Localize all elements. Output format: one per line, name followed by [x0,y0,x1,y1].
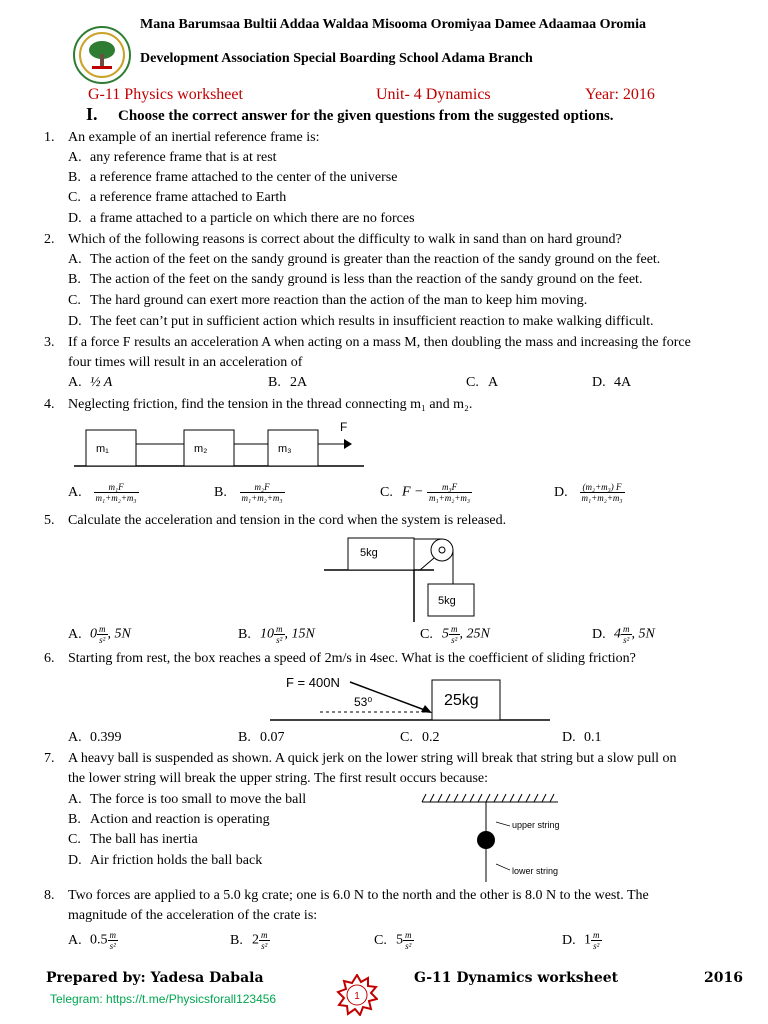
question-number: 7. [44,751,55,766]
force-value-label: F = 400N [286,675,340,690]
footer-year: 2016 [704,970,743,986]
block-m3-label: m₃ [278,443,292,455]
diagram-inclined-force [270,672,550,724]
section-number: I. [86,104,98,124]
header-line-2: Development Association Special Boarding School Adama Branch [140,51,533,66]
question-number: 6. [44,651,55,666]
prepared-by: Prepared by: Yadesa Dabala [46,970,264,986]
option-2d[interactable]: D. The feet can’t put in sufficient action which results in insufficient reaction to make walking difficult. [68,314,654,329]
option-3a[interactable]: A. ½ A [68,375,113,390]
option-4d[interactable]: D. $\frac{\text{(m₂+m₃) F}}{\text{m₁+m₂+m₃}}$ [554,482,623,503]
telegram-link[interactable]: Telegram: https://t.me/Physicsforall123456 [50,992,277,1006]
upper-string-label: upper string [512,820,560,830]
option-2a[interactable]: A. The action of the feet on the sandy ground is greater than the reaction of the sandy ground on the feet. [68,252,661,267]
mass-hang-label: 5kg [438,595,456,607]
year-label: Year: 2016 [585,86,655,103]
box-mass-label: 25kg [444,692,479,709]
footer-title: G-11 Dynamics worksheet [414,970,619,986]
option-8d[interactable]: D. 1 $\frac{m}{\text{s²}}$ [562,930,600,951]
block-m1-label: m₁ [96,443,109,455]
option-3d[interactable]: D. 4A [592,375,632,390]
option-1b[interactable]: B. a reference frame attached to the center of the universe [68,170,398,185]
header-line-1: Mana Barumsaa Bultii Addaa Waldaa Misooma Oromiyaa Damee Adaamaa Oromia [140,17,646,32]
option-1c[interactable]: C. a reference frame attached to Earth [68,190,287,205]
question-text: A heavy ball is suspended as shown. A quick jerk on the lower string will break that string but a slow pull on [68,751,677,766]
question-number: 5. [44,513,55,528]
option-8c[interactable]: C. 5 $\frac{m}{\text{s²}}$ [374,930,412,951]
diagram-hanging-ball [418,792,578,882]
option-8b[interactable]: B. 2 $\frac{m}{\text{s²}}$ [230,930,268,951]
question-number: 8. [44,888,55,903]
option-6a[interactable]: A. 0.399 [68,730,122,745]
option-4a[interactable]: A. $\frac{\text{m₁F}}{\text{m₁+m₂+m₃}}$ [68,482,137,503]
diagram-three-blocks [74,420,364,472]
option-5b[interactable]: B. 10 $\frac{m}{\text{s²}}$ , 15N [238,624,315,645]
question-number: 1. [44,130,55,145]
section-title: Choose the correct answer for the given questions from the suggested options. [118,108,614,124]
question-3-line-2: four times will result in an acceleration of [68,355,303,370]
option-7c[interactable]: C. The ball has inertia [68,832,198,847]
option-3c[interactable]: C. A [466,375,499,390]
option-2b[interactable]: B. The action of the feet on the sandy ground is less than the reaction of the sandy ground on the feet. [68,272,643,287]
option-4b[interactable]: B. $\frac{\text{m₂F}}{\text{m₁+m₂+m₃}}$ [214,482,283,503]
mass-top-label: 5kg [360,547,378,559]
option-4c[interactable]: C. F − $\frac{\text{m₃F}}{\text{m₁+m₂+m₃}}$ [380,482,471,503]
option-7a[interactable]: A. The force is too small to move the ball [68,792,307,807]
page-number-badge [336,974,378,1016]
option-3b[interactable]: B. 2A [268,375,308,390]
question-number: 2. [44,232,55,247]
question-text: Calculate the acceleration and tension in the cord when the system is released. [68,513,507,528]
question-text: Which of the following reasons is correct about the difficulty to walk in sand than on hard ground? [68,232,622,247]
page-number: 1 [354,991,360,1002]
school-logo [72,24,132,86]
question-7-line-2: the lower string will break the upper string. The first result occurs because: [68,771,489,786]
option-5c[interactable]: C. 5 $\frac{m}{\text{s²}}$ , 25N [420,624,490,645]
angle-label: 53⁰ [354,695,373,709]
option-6b[interactable]: B. 0.07 [238,730,285,745]
option-8a[interactable]: A. 0.5 $\frac{m}{\text{s²}}$ [68,930,116,951]
question-8-line-2: magnitude of the acceleration of the crate is: [68,908,318,923]
worksheet-label: G-11 Physics worksheet [88,86,243,103]
question-text: Two forces are applied to a 5.0 kg crate; one is 6.0 N to the north and the other is 8.0 N to the west. The [68,888,649,903]
option-6d[interactable]: D. 0.1 [562,730,602,745]
question-number: 4. [44,397,55,412]
force-label: F [340,420,348,434]
option-5a[interactable]: A. 0 $\frac{m}{\text{s²}}$ , 5N [68,624,131,645]
question-text: If a force F results an acceleration A when acting on a mass M, then doubling the mass and increasing the force [68,335,691,350]
question-text: An example of an inertial reference frame is: [68,130,320,145]
option-7d[interactable]: D. Air friction holds the ball back [68,853,263,868]
question-number: 3. [44,335,55,350]
option-7b[interactable]: B. Action and reaction is operating [68,812,270,827]
option-1a[interactable]: A. any reference frame that is at rest [68,150,277,165]
option-2c[interactable]: C. The hard ground can exert more reaction than the action of the man to keep him moving. [68,293,588,308]
option-5d[interactable]: D. 4 $\frac{m}{\text{s²}}$ , 5N [592,624,655,645]
unit-label: Unit- 4 Dynamics [376,86,491,103]
question-text: Neglecting friction, find the tension in the thread connecting m₁ and m₂. [68,397,473,412]
question-text: Starting from rest, the box reaches a speed of 2m/s in 4sec. What is the coefficient of sliding friction? [68,651,636,666]
lower-string-label: lower string [512,866,559,876]
option-6c[interactable]: C. 0.2 [400,730,440,745]
diagram-pulley [324,534,484,624]
block-m2-label: m₂ [194,443,208,455]
option-1d[interactable]: D. a frame attached to a particle on which there are no forces [68,211,415,226]
